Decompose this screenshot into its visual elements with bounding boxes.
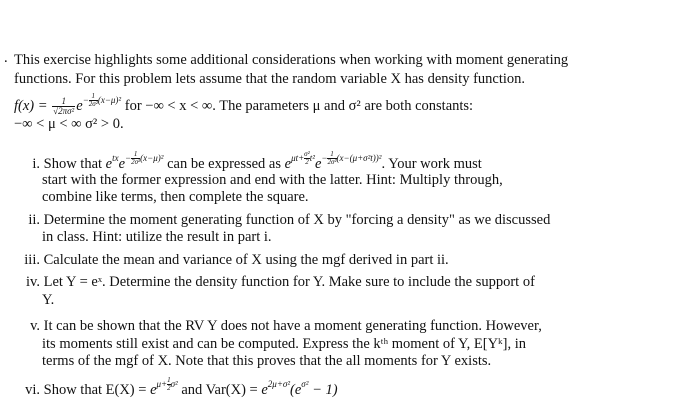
item-vi-part-a: Show that E(X) = (43, 382, 147, 398)
item-v-line-3: terms of the mgf of X. Note that this proves that the all moments for Y exists. (42, 353, 492, 369)
left-margin-mark: . (4, 50, 8, 66)
item-v-line-1: It can be shown that the RV Y does not have a moment generating function. However, (43, 318, 542, 334)
item-label: v. (30, 318, 40, 334)
item-i-line-2: start with the former expression and end with the latter. Hint: Multiply through, (42, 172, 503, 188)
intro-line-4: −∞ < μ < ∞ σ² > 0. (14, 116, 124, 132)
item-vi-part-b: and Var(X) = (181, 382, 258, 398)
item-label: vi. (25, 382, 40, 398)
item-i-part-a: Show that (43, 156, 103, 172)
item-label: ii. (28, 212, 40, 228)
item-v (0, 318, 542, 335)
item-i-line-3: combine like terms, then complete the square. (42, 189, 309, 205)
item-i-part-c: . Your work must (381, 156, 482, 172)
item-iv-line-2: Y. (42, 292, 55, 308)
item-iii (0, 252, 449, 269)
item-label: i. (32, 156, 40, 172)
item-iv (0, 274, 535, 291)
item-vi (0, 376, 338, 399)
item-ii-line-1: Determine the moment generating function of X by "forcing a density" as we discussed (43, 212, 551, 228)
intro-line-1: This exercise highlights some additional considerations when working with moment generating (14, 52, 569, 68)
density-formula: f(x) = $\frac{1}{\text{√2πσ²}}$ $e^{- \frac{1}{\text{2σ²}} (x-\mu)^2}$ (14, 92, 122, 117)
expression-latter: $e^{\mu t+ \frac{\text{σ²}}{2} t^2}e^{- \frac{1}{\text{2σ²}} (x-(\mu+\sigma^2t))^2}$ (284, 150, 382, 172)
item-iv-line-1: Let Y = eˣ. Determine the density function for Y. Make sure to include the support of (43, 274, 535, 290)
item-i (0, 150, 482, 173)
item-i-part-b: can be expressed as (167, 156, 282, 172)
intro-line-2: functions. For this problem lets assume that the random variable X has density function. (14, 71, 526, 87)
item-label: iii. (24, 252, 40, 268)
intro-line-3 (14, 92, 473, 116)
expression-former: $e^{tx}e^{- \frac{1}{\text{2σ²}} (x-\mu)^2}$ (105, 150, 164, 172)
item-ii-line-2: in class. Hint: utilize the result in part i. (42, 229, 272, 245)
item-label: iv. (26, 274, 40, 290)
item-ii (0, 212, 550, 229)
intro-line-3-tail: for −∞ < x < ∞. The parameters μ and σ² are both constants: (124, 98, 474, 114)
variance-formula: $e^{2\mu+\sigma^2}(e^{\sigma^2} - 1)$ (261, 379, 338, 398)
item-iii-line-1: Calculate the mean and variance of X using the mgf derived in part ii. (43, 252, 449, 268)
mean-formula: $e^{\mu+ \frac{1}{2} \sigma^2}$ (150, 376, 178, 398)
item-v-line-2: its moments still exist and can be computed. Express the kᵗʰ moment of Y, E[Yᵏ], in (42, 336, 526, 352)
